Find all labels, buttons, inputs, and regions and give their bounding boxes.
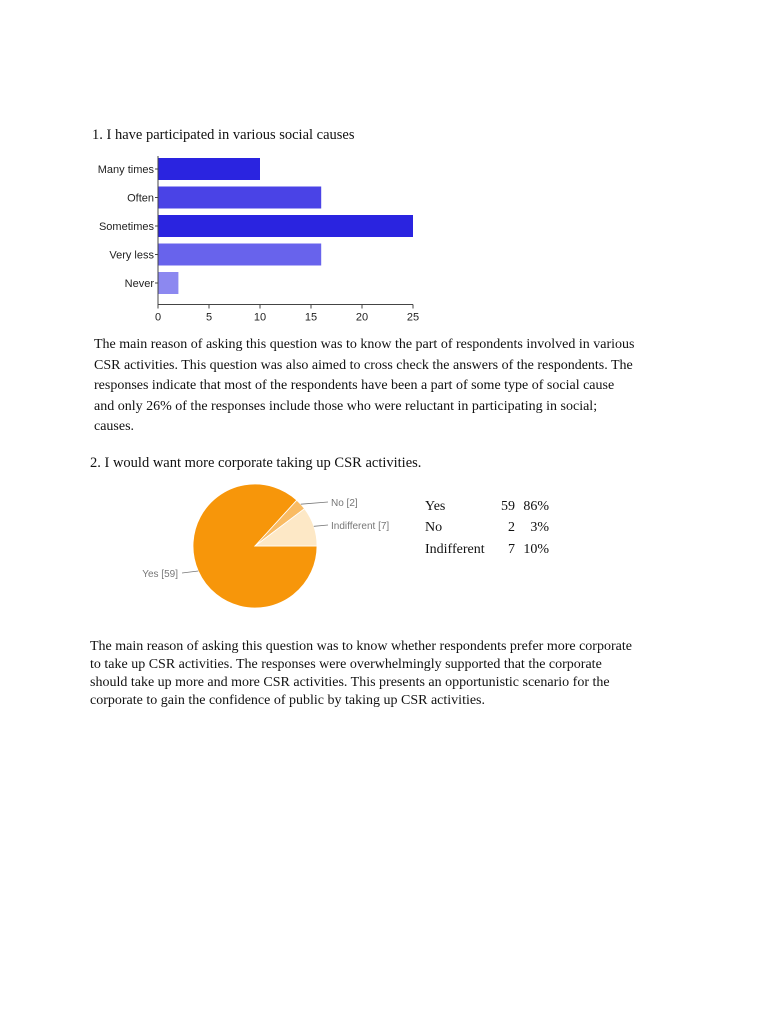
y-tick-label: Never	[124, 278, 154, 290]
x-tick-label: 25	[406, 311, 420, 324]
x-tick-label: 5	[205, 311, 213, 324]
pie-leader-line	[182, 571, 198, 573]
csr-preference-pie-chart	[130, 480, 430, 615]
bar-sometimes	[158, 215, 413, 237]
summary-row-no	[425, 518, 549, 540]
pie-leader-line	[301, 502, 328, 504]
summary-percent: 86%	[523, 498, 549, 514]
bar-very-less	[158, 244, 321, 266]
summary-percent: 10%	[523, 541, 549, 557]
pie-slice-label: No [2]	[331, 498, 358, 509]
pie-slice-label: Yes [59]	[142, 569, 178, 580]
y-tick-label: Very less	[109, 249, 154, 262]
x-tick-label: 0	[154, 311, 162, 324]
paragraph-line: The main reason of asking this question was to know whether respondents prefer more corporate	[90, 639, 632, 654]
x-tick-label: 15	[304, 311, 318, 324]
pie-slice-label: Indifferent [7]	[331, 521, 390, 532]
question-2-paragraph	[90, 638, 632, 710]
y-tick-label: Often	[127, 192, 154, 205]
summary-label: No	[425, 520, 443, 536]
participation-bar-chart	[80, 152, 440, 324]
paragraph-line: to take up CSR activities. The responses were overwhelmingly supported that the corporate	[90, 657, 602, 672]
summary-count: 2	[508, 520, 515, 536]
bar-never	[158, 272, 178, 294]
paragraph-line: should take up more and more CSR activities. This presents an opportunistic scenario for the	[90, 675, 610, 690]
paragraph-line: The main reason of asking this question was to know the part of respondents involved in various	[94, 337, 635, 352]
paragraph-line: responses indicate that most of the respondents have been a part of some type of social cause	[94, 378, 615, 393]
bar-often	[158, 187, 321, 209]
summary-label: Indifferent	[425, 541, 485, 557]
summary-row-yes	[425, 496, 549, 518]
x-tick-label: 20	[355, 311, 369, 324]
question-1-paragraph	[94, 335, 634, 438]
summary-count: 7	[508, 541, 515, 557]
paragraph-line: CSR activities. This question was also aimed to cross check the answers of the respondents. The	[94, 357, 633, 373]
summary-count: 59	[501, 498, 515, 514]
paragraph-line: causes.	[94, 419, 135, 434]
paragraph-line: corporate to gain the confidence of public by taking up CSR activities.	[90, 693, 486, 708]
bar-many-times	[158, 158, 260, 180]
pie-leader-line	[314, 525, 328, 526]
y-tick-label: Sometimes	[98, 221, 154, 233]
summary-row-indifferent	[425, 539, 549, 561]
paragraph-line: and only 26% of the responses include those who were reluctant in participating in social;	[94, 398, 598, 414]
x-tick-label: 10	[253, 311, 267, 324]
y-tick-label: Many times	[97, 164, 154, 176]
summary-percent: 3%	[530, 520, 549, 536]
question-2-title: 2. I would want more corporate taking up CSR activities.	[90, 455, 422, 471]
response-summary-table	[425, 496, 549, 561]
question-1-title: 1. I have participated in various social causes	[92, 127, 355, 143]
summary-label: Yes	[425, 498, 446, 514]
